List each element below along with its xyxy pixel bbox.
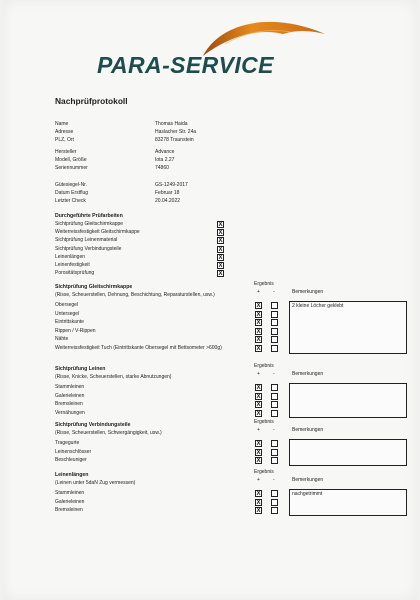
section-subtitle: (Risse, Scheuerstellen, Schwergängigkeit, usw.) [55, 430, 162, 436]
document-title: Nachprüfprotokoll [55, 96, 128, 106]
result-plus-box: X [256, 320, 261, 327]
row-label: Eintrittskante [55, 319, 84, 326]
result-header: Ergebnis [254, 419, 274, 425]
result-minus-box [271, 457, 278, 464]
check-item-label: Porositätsprüfung [55, 270, 95, 277]
row-label: Bremsleinen [55, 507, 83, 514]
info-label: PLZ, Ort [55, 136, 74, 143]
info-value: Thomas Haida [155, 121, 188, 127]
info-label: Datum Erstflug [55, 189, 89, 196]
plus-header: + [257, 427, 260, 433]
info-label: Modell, Größe [55, 156, 87, 163]
result-header: Ergebnis [254, 363, 274, 369]
row-label: Untersegel [55, 310, 80, 317]
row-label: Galerieleinen [55, 392, 85, 399]
row-label: Galerieleinen [55, 498, 85, 505]
remarks-box [289, 489, 407, 516]
info-label: Letzter Check [55, 197, 86, 204]
remarks-box [289, 439, 407, 466]
result-minus-box [271, 507, 278, 514]
result-minus-box [271, 499, 278, 506]
section-subtitle: (Leinen unter 5daN Zug vermessen) [55, 480, 136, 486]
row-label: Rippen / V-Rippen [55, 327, 96, 334]
info-value: Advance [155, 149, 175, 155]
check-item-label: Leinenlängen [55, 253, 86, 260]
result-minus-box [271, 490, 278, 497]
result-header: Ergebnis [254, 469, 274, 475]
remarks-header: Bemerkungen [292, 427, 324, 433]
info-value: 74860 [155, 164, 169, 171]
minus-header: - [273, 427, 275, 433]
plus-header: + [257, 371, 260, 377]
row-label: Obersegel [55, 302, 79, 308]
check-mark-box: X [218, 246, 223, 253]
row-label: Leinenschlösser [55, 448, 92, 455]
remarks-box [289, 383, 407, 418]
result-plus-box: X [256, 410, 261, 417]
result-plus-box: X [256, 499, 261, 506]
remarks-header: Bemerkungen [292, 289, 324, 295]
check-item-label: Sichtprüfung Gleitschirmkappe [55, 221, 124, 227]
minus-header: - [273, 477, 275, 483]
remarks-header: Bemerkungen [292, 477, 324, 483]
check-mark-box: X [218, 230, 223, 237]
result-plus-box: X [256, 491, 261, 497]
row-label: Beschleuniger [55, 457, 87, 464]
result-minus-box [271, 384, 278, 391]
section-title: Sichtprüfung Verbindungsteile [55, 422, 131, 428]
remarks-text: 2 kleine Löcher geklebt [292, 303, 344, 309]
result-plus-box: X [256, 328, 261, 335]
result-header: Ergebnis [254, 281, 274, 287]
section-subtitle: (Risse, Scheuerstellen, Dehnung, Beschichtung, Reparaturstellen, usw.) [55, 292, 215, 298]
result-plus-box: X [256, 393, 261, 400]
result-plus-box: X [256, 311, 261, 318]
result-plus-box: X [256, 385, 261, 391]
result-minus-box [271, 328, 278, 335]
checks-title: Durchgeführte Prüfarbeiten [55, 213, 123, 219]
check-mark-box: X [218, 238, 223, 245]
remarks-header: Bemerkungen [292, 371, 324, 377]
result-minus-box [271, 449, 278, 456]
row-label: Vernähungen [55, 409, 85, 416]
result-minus-box [271, 393, 278, 400]
result-plus-box: X [256, 508, 261, 515]
section-title: Sichtprüfung Gleitschirmkappe [55, 284, 133, 290]
result-plus-box: X [256, 441, 261, 447]
check-mark-box: X [218, 263, 223, 269]
result-minus-box [271, 336, 278, 343]
check-item-label: Sichtprüfung Leinenmaterial [55, 237, 118, 244]
result-minus-box [271, 302, 278, 309]
result-plus-box: X [256, 458, 261, 465]
info-value: Iota 2.27 [155, 156, 175, 163]
info-value: Haslacher Str. 24a [155, 128, 197, 135]
result-minus-box [271, 319, 278, 326]
row-label: Nähte [55, 336, 69, 343]
info-label: Adresse [55, 128, 74, 135]
check-item-label: Sichtprüfung Verbindungsteile [55, 245, 122, 252]
info-label: Hersteller [55, 149, 77, 155]
document-page [3, 0, 417, 600]
plus-header: + [257, 477, 260, 483]
row-label: Weiterreissfestigkeit Tuch (Eintrittskante Obersegel mit Bettsometer >600g) [55, 345, 222, 351]
check-mark-box: X [218, 222, 223, 228]
info-label: Gütesiegel-Nr. [55, 182, 87, 188]
result-minus-box [271, 345, 278, 352]
result-plus-box: X [256, 449, 261, 456]
result-minus-box [271, 410, 278, 417]
minus-header: - [273, 371, 275, 377]
info-value: Februar 18 [155, 189, 180, 196]
row-label: Tragegurte [55, 440, 80, 446]
info-label: Seriennummer [55, 164, 88, 171]
check-item-label: Weiterreissfestigkeit Gleitschirmkappe [55, 229, 140, 236]
result-plus-box: X [256, 303, 261, 309]
info-label: Name [55, 121, 69, 127]
info-value: 20.04.2022 [155, 197, 181, 204]
check-item-label: Leinenfestigkeit [55, 262, 90, 268]
remarks-box [289, 301, 407, 354]
result-minus-box [271, 440, 278, 447]
plus-header: + [257, 289, 260, 295]
section-title: Leinenlängen [55, 472, 89, 478]
section-subtitle: (Risse, Knicke, Scheuerstellen, starke Abnutzungen) [55, 374, 172, 380]
row-label: Stammleinen [55, 384, 85, 390]
remarks-text: nachgetrimmt [292, 491, 323, 497]
result-minus-box [271, 311, 278, 318]
info-value: 83278 Traunstein [155, 136, 194, 143]
section-title: Sichtprüfung Leinen [55, 366, 106, 372]
row-label: Stammleinen [55, 490, 85, 496]
info-value: GS-1249-2017 [155, 182, 188, 188]
result-plus-box: X [256, 346, 261, 352]
minus-header: - [273, 289, 275, 295]
brand-name: PARA-SERVICE [97, 52, 274, 78]
check-mark-box: X [218, 271, 223, 278]
row-label: Bremsleinen [55, 401, 83, 408]
result-plus-box: X [256, 337, 261, 344]
result-minus-box [271, 401, 278, 408]
check-mark-box: X [218, 254, 223, 261]
result-plus-box: X [256, 402, 261, 409]
